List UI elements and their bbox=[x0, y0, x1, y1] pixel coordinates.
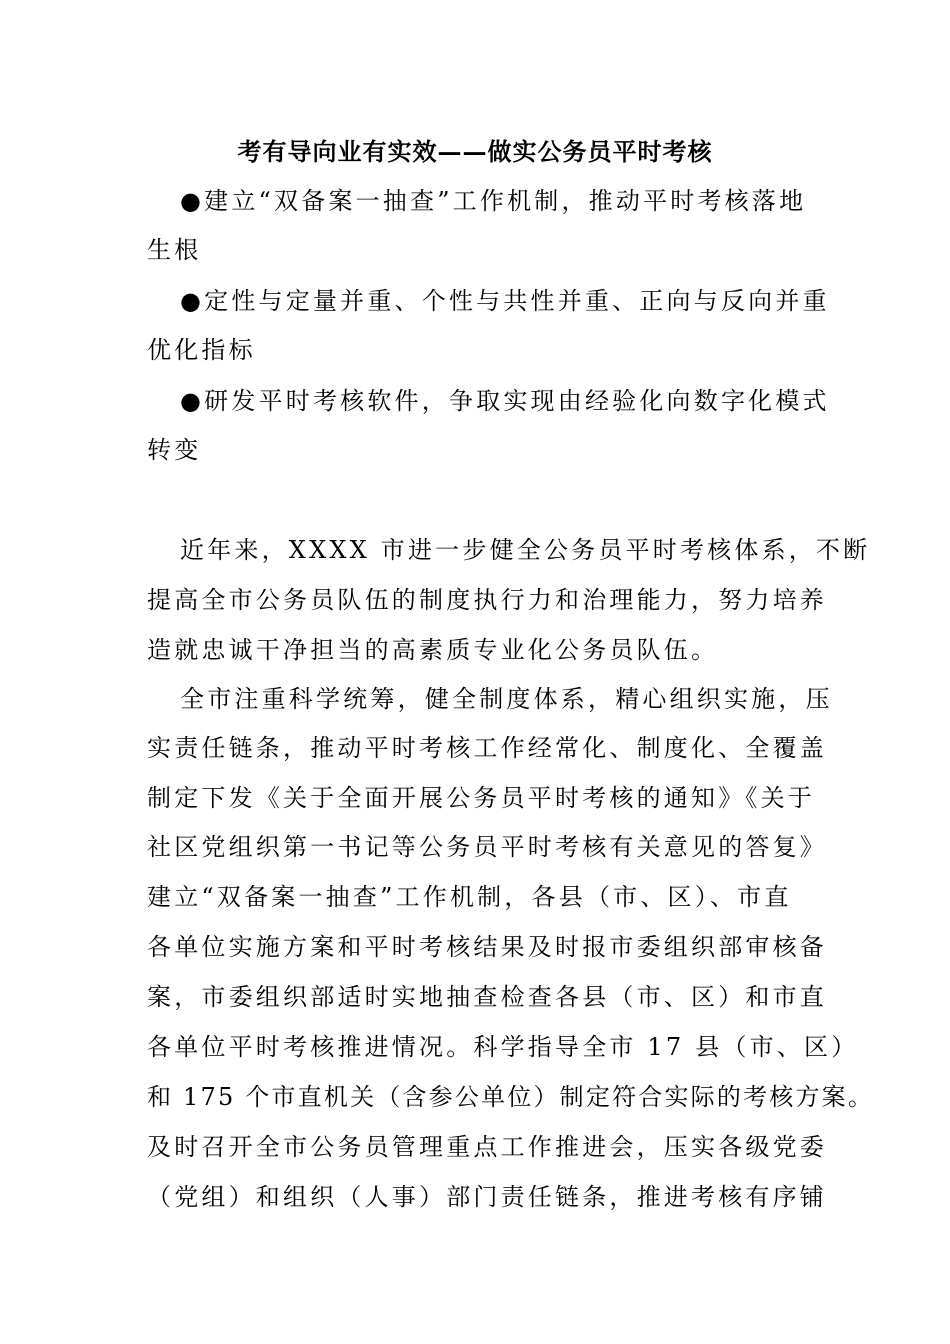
bullet-line-2-cont: 优化指标 bbox=[147, 336, 256, 364]
paragraph-2-line-4: 社区党组织第一书记等公务员平时考核有关意见的答复》 bbox=[147, 833, 827, 861]
paragraph-2-line-8: 各单位平时考核推进情况。科学指导全市 17 县（市、区） bbox=[147, 1033, 859, 1061]
bullet-line-1: ●建立“双备案一抽查”工作机制，推动平时考核落地 bbox=[180, 187, 807, 215]
paragraph-2-line-6: 各单位实施方案和平时考核结果及时报市委组织部审核备 bbox=[147, 933, 827, 961]
paragraph-2-line-3: 制定下发《关于全面开展公务员平时考核的通知》《关于 bbox=[147, 784, 815, 812]
bullet-line-3-cont: 转变 bbox=[147, 436, 202, 464]
paragraph-2-line-9: 和 175 个市直机关（含参公单位）制定符合实际的考核方案。 bbox=[147, 1083, 875, 1111]
bullet-line-1-cont: 生根 bbox=[147, 236, 202, 264]
paragraph-1-line-3: 造就忠诚干净担当的高素质专业化公务员队伍。 bbox=[147, 636, 719, 664]
paragraph-1-line-2: 提高全市公务员队伍的制度执行力和治理能力，努力培养 bbox=[147, 586, 827, 614]
paragraph-2-line-1: 全市注重科学统筹，健全制度体系，精心组织实施，压 bbox=[180, 685, 833, 713]
bullet-line-3: ●研发平时考核软件，争取实现由经验化向数字化模式 bbox=[180, 387, 830, 415]
paragraph-2-line-10: 及时召开全市公务员管理重点工作推进会，压实各级党委 bbox=[147, 1133, 827, 1161]
paragraph-2-line-7: 案，市委组织部适时实地抽查检查各县（市、区）和市直 bbox=[147, 983, 827, 1011]
bullet-line-2: ●定性与定量并重、个性与共性并重、正向与反向并重 bbox=[180, 287, 830, 315]
paragraph-2-line-2: 实责任链条，推动平时考核工作经常化、制度化、全覆盖 bbox=[147, 734, 827, 762]
paragraph-2-line-5: 建立“双备案一抽查”工作机制，各县（市、区）、市直 bbox=[147, 883, 792, 911]
paragraph-1-line-1: 近年来，XXXX 市进一步健全公务员平时考核体系，不断 bbox=[180, 536, 871, 564]
paragraph-2-line-11: （党组）和组织（人事）部门责任链条，推进考核有序铺 bbox=[147, 1183, 827, 1211]
document-title: 考有导向业有实效——做实公务员平时考核 bbox=[237, 137, 713, 166]
